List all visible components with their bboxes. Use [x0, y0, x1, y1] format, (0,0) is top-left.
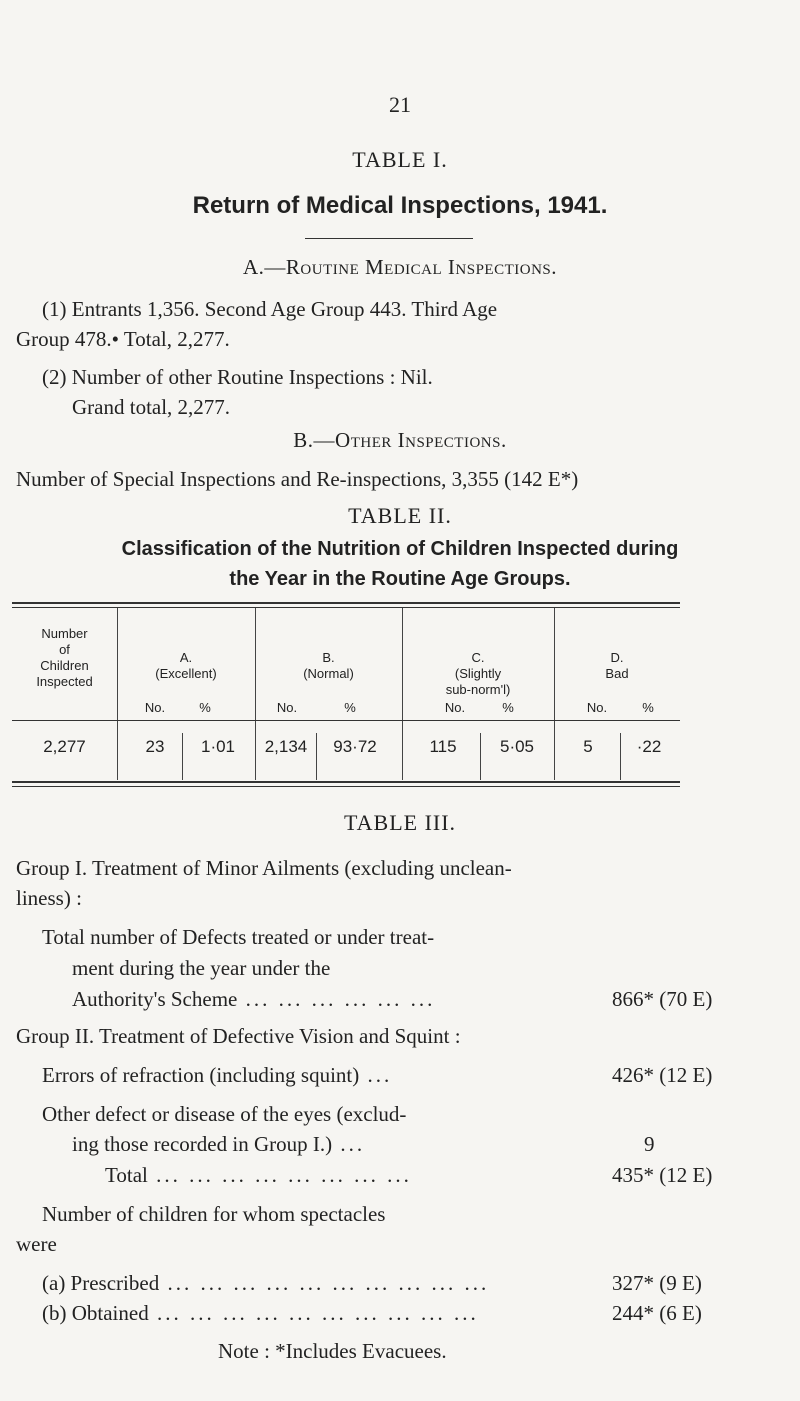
- vision-total-label: Total ... ... ... ... ... ... ... ...: [105, 1163, 412, 1187]
- table-2-title-line2: the Year in the Routine Age Groups.: [229, 568, 571, 590]
- table-1-label: TABLE I.: [352, 147, 448, 172]
- defects-treated-line2: ment during the year under the: [72, 956, 331, 980]
- header-b-pct: %: [344, 700, 356, 715]
- header-d-bad: D. Bad: [605, 650, 629, 681]
- cell-a-pct: 1·01: [200, 737, 236, 756]
- cell-d-no: 5: [583, 737, 593, 756]
- header-d-no: No.: [586, 700, 608, 715]
- cell-b-no: 2,134: [264, 737, 308, 756]
- defects-treated-value: 866* (70 E): [612, 987, 713, 1011]
- prescribed-value: 327* (9 E): [612, 1271, 702, 1295]
- prescribed-label: (a) Prescribed ... ... ... ... ... ... ... ... ... ...: [42, 1271, 490, 1295]
- header-b-normal: B. (Normal): [303, 650, 354, 681]
- special-inspections-line: Number of Special Inspections and Re-inspections, 3,355 (142 E*): [16, 467, 579, 491]
- table-1-title: Return of Medical Inspections, 1941.: [192, 192, 608, 219]
- section-b-heading: B.—Other Inspections.: [293, 428, 507, 452]
- spectacles-line2: were: [16, 1232, 57, 1256]
- spectacles-line1: Number of children for whom spectacles: [42, 1202, 386, 1226]
- defects-treated-line3: Authority's Scheme ... ... ... ... ... ...: [72, 987, 436, 1011]
- cell-c-no: 115: [429, 737, 457, 756]
- header-c-no: No.: [444, 700, 466, 715]
- header-a-excellent: A. (Excellent): [155, 650, 217, 681]
- errors-refraction-value: 426* (12 E): [612, 1063, 713, 1087]
- cell-d-pct: ·22: [636, 737, 662, 756]
- table-2-label: TABLE II.: [348, 503, 452, 528]
- obtained-value: 244* (6 E): [612, 1301, 702, 1325]
- group-1-heading-cont: liness) :: [16, 886, 82, 910]
- entrants-line: (1) Entrants 1,356. Second Age Group 443. Third Age: [42, 297, 498, 321]
- header-a-pct: %: [199, 700, 211, 715]
- defects-treated-line1: Total number of Defects treated or under treat-: [42, 925, 435, 949]
- other-routine-line: (2) Number of other Routine Inspections : Nil.: [42, 365, 433, 389]
- page-number: 21: [389, 92, 411, 117]
- grand-total-line: Grand total, 2,277.: [72, 395, 231, 419]
- group-2-heading: Group II. Treatment of Defective Vision and Squint :: [16, 1024, 461, 1048]
- other-defect-line1: Other defect or disease of the eyes (exclud-: [42, 1102, 407, 1126]
- cell-b-pct: 93·72: [333, 737, 377, 756]
- vision-total-value: 435* (12 E): [612, 1163, 713, 1187]
- section-a-heading: A.—Routine Medical Inspections.: [243, 255, 557, 279]
- cell-c-pct: 5·05: [499, 737, 535, 756]
- other-defect-value: 9: [644, 1132, 655, 1156]
- header-d-pct: %: [642, 700, 654, 715]
- entrants-total-line: Group 478.• Total, 2,277.: [16, 327, 230, 351]
- cell-a-no: 23: [145, 737, 165, 756]
- header-number-children: Number of Children Inspected: [36, 626, 93, 689]
- header-a-no: No.: [144, 700, 166, 715]
- other-defect-line2: ing those recorded in Group I.) ...: [72, 1132, 366, 1156]
- table-3-label: TABLE III.: [343, 810, 457, 835]
- title-underline: [305, 238, 473, 239]
- header-b-no: No.: [276, 700, 298, 715]
- header-c-slightly-subnormal: C. (Slightly sub-norm'l): [445, 650, 511, 697]
- obtained-label: (b) Obtained ... ... ... ... ... ... ... ... ... ...: [42, 1301, 479, 1325]
- group-1-heading: Group I. Treatment of Minor Ailments (excluding unclean-: [16, 856, 512, 880]
- footnote: Note : *Includes Evacuees.: [218, 1339, 447, 1363]
- cell-total-inspected: 2,277: [43, 737, 86, 756]
- table-2-title-line1: Classification of the Nutrition of Children Inspected during: [121, 538, 679, 560]
- errors-refraction-label: Errors of refraction (including squint) ...: [42, 1063, 393, 1087]
- header-c-pct: %: [502, 700, 514, 715]
